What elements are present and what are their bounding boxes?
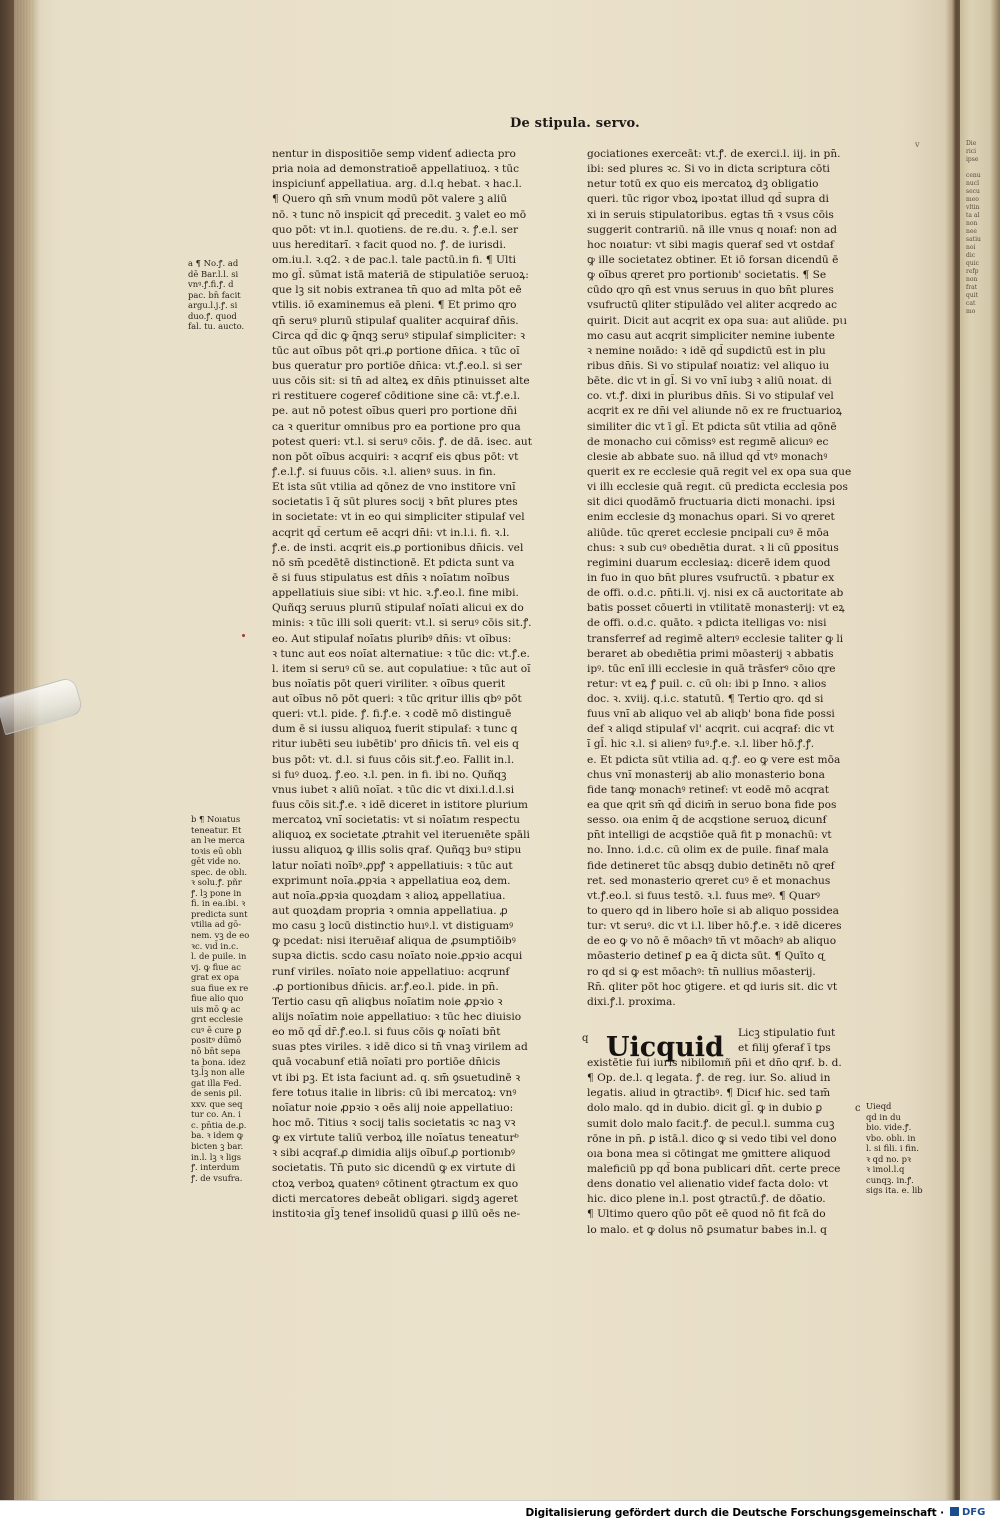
text-line: appellatiuis siue sibi: vt hic. ꝛ.ꝭ.eo.l. fine mibi. <box>272 587 519 600</box>
text-line: ꝭ.e.l.ꝭ. si fuuus cōis. ꝛ.l. alienꝰ suus. in fin. <box>272 465 496 478</box>
margin-note-line: uis mō ꝙ ac <box>191 1003 241 1014</box>
text-line: ctoꝝ verboꝝ quatenꝰ cōtinent ꝯtractum ex quo <box>272 1177 519 1190</box>
margin-note-line: sua fiue ex re <box>191 982 249 993</box>
text-line: ¶ Ultimo quero qūo pōt eē quod nō fit fcā do <box>587 1208 826 1221</box>
text-line: que lꝫ sit nobis extranea tn̄ quo ad mlta pōt eē <box>272 284 522 297</box>
text-line: fuus cōis sit.ꝭ.e. ꝛ idē diceret in istitore plurium <box>272 799 528 812</box>
text-line: ri restituere cogereẜ cōditione sine cā: vt.ꝭ.e.l. <box>272 390 521 403</box>
text-line: chus: ꝛ sub cuꝰ obedıētia durat. ꝛ li cū ꝑpositus <box>587 541 839 554</box>
text-line: de offi. o.d.c. quāto. ꝛ pdicta itelligas vo: nisi <box>587 617 827 630</box>
margin-note-line: cuꝰ ē cure ꝑ <box>191 1024 242 1035</box>
text-column-right <box>587 147 855 1010</box>
margin-note-line: c. pn̄tia de.ꝑ. <box>191 1119 247 1130</box>
page-mark: v <box>915 140 920 149</box>
text-line: aut quoꝝdam propria ꝛ omnia appellatiua. ꝓ <box>272 905 508 918</box>
text-line: latur noı̄ati noı̄bꝰ.ꝓpꝭ ꝛ appellatiuis: ꝛ tūc aut <box>272 859 513 872</box>
text-line: fuus vnı̄ ab aliquo vel ab aliqb' bona fide possi <box>587 708 835 721</box>
text-column-right-continued <box>587 1056 842 1238</box>
text-line: netur totū ex quo eis mercatoꝝ dꝫ obligatio <box>587 178 819 191</box>
text-line: queri. tūc rigor vboꝝ ipoꝛtat illud qd̄ supra di <box>587 193 829 206</box>
text-line: noı̄atur noie ꝓpꝛio ꝛ oēs alij noie appellatiuo: <box>272 1101 514 1114</box>
text-line: institoꝛia gl̄ꝫ teneẜ insolidū quasi ꝑ illū oēs ne- <box>272 1207 521 1220</box>
text-line: supꝛa dictis. scdo casu noı̄ato noie.ꝓpꝛio acqui <box>272 950 523 963</box>
text-line: vt.ꝭ.eo.l. si fuus testō. ꝛ.l. fuus meꝰ. ¶ Quarꝰ <box>587 889 820 902</box>
margin-note-line: bio. vide.ꝭ. <box>866 1122 912 1133</box>
text-line: aut noı̄a.ꝓpꝛia quoꝝdam ꝛ alioꝝ appellatiua. <box>272 889 506 902</box>
text-line: mo casu aut acqrit simpliciter nemine iubente <box>587 329 835 342</box>
text-line: clesie ab abbate suo. nā illud qd̄ vtꝰ monachꝰ <box>587 450 828 463</box>
text-line: rōne in pn̄. ꝑ istā.l. dico ꝙ si vedo tibi vel dono <box>587 1132 837 1145</box>
text-line: acqrit ex re dn̄i vel aliunde nō ex re fructuarioꝝ <box>587 405 842 418</box>
text-line: iussu aliquoꝝ ꝙ illis solis qraẜ. Quñqꝫ buꝰ stipu <box>272 844 522 857</box>
text-line: ꝛ tunc aut eos noı̄at alternatiue: ꝛ tūc dic: vt.ꝭ.e. <box>272 647 530 660</box>
text-line: pria noia ad demonstratioē appellatiuoꝝ. ꝛ tūc <box>272 163 520 176</box>
text-line: de eo ꝙ vo nō ē mōachꝰ tn̄ vt mōachꝰ ab aliquo <box>587 935 837 948</box>
text-line: cūdo ɋro qn̄ est vnus seruus in quo bn̄t plures <box>587 284 834 297</box>
text-line: eo. Aut stipulaẜ noı̄atıs pluribꝰ dn̄is: vt oı̄bus: <box>272 632 512 645</box>
margin-note-line: xxv. que seq <box>191 1098 243 1109</box>
margin-note-line: in.l. lꝫ ꝛ ligs <box>191 1151 242 1162</box>
text-line: in societate: vt in eo qui simpliciter stipulaẜ vel <box>272 511 525 524</box>
text-line: in fuo in quo bn̄t plures vsufructū. ꝛ pbatur ex <box>587 571 835 584</box>
text-line: pn̄t intelligi de acqstiōe quā fit p monachū: vt <box>587 829 832 842</box>
text-line: bus noı̄atis pōt queri viriliter. ꝛ oı̄bus querit <box>272 677 506 690</box>
margin-note-line: duo.ꝭ. quod <box>188 310 237 321</box>
margin-note-line: ꝛc. vıd̄ in.c. <box>191 940 239 951</box>
text-line: potest queri: vt.l. si seruꝰ cōis. ꝭ. de dā. isec. aut <box>272 435 532 448</box>
margin-note-line: tꝫ.l̄ꝫ non alle <box>191 1067 245 1078</box>
text-line: bēte. dic vt in gl̄. Si vo vnı̄ iubꝫ ꝛ aliū noıat. di <box>587 375 832 388</box>
text-line: aut oı̄bus nō pōt queri: ꝛ tūc qritur illis qbꝰ pōt <box>272 693 522 706</box>
text-line: ipꝰ. tūc enī illi ecclesie in quā trāsferꝰ cōıo ɋre <box>587 662 836 675</box>
text-line: similiter dic vt ī gl̄. Et pdicta sūt vtilia ad qōnē <box>587 420 837 433</box>
text-line: de monacho cui cōmissꝰ est regımē alicuıꝰ ec <box>587 435 829 448</box>
section-marker-q: q <box>582 1033 589 1044</box>
text-line: hoc mō. Titius ꝛ socij talis societatis ꝛc naꝫ vꝛ <box>272 1117 516 1129</box>
text-line: societatis. Tn̄ puto sic dicendū ꝙ ex virtute di <box>272 1162 516 1175</box>
text-line: ē si fuus stipulatus est dn̄is ꝛ noı̄atım noı̄bus <box>272 571 510 584</box>
text-line: ꝙ pcedat: nisi iteruēıaẜ aliqua de ꝓsumptiōibꝰ <box>272 935 516 948</box>
text-line: quo pōt: vt in.l. quotiens. de re.du. ꝛ. ꝭ.e.l. ser <box>272 223 519 236</box>
initial-side-line: Licꝫ stipulatio fuıt <box>738 1027 836 1039</box>
margin-note-line: bicten ꝫ bar. <box>191 1140 244 1151</box>
margin-note-line: vj. ꝙ fiue ac <box>191 961 241 972</box>
text-line: sesso. oıa enim q̄ de acqstione seruoꝝ dicunẜ <box>587 814 827 827</box>
running-head: De stipula. servo. <box>510 116 640 131</box>
text-line: sit dici quodāmō fructuaria dicti monachi. ipsi <box>587 496 836 509</box>
text-line: suas ptes viriles. ꝛ idē dico si tn̄ vnaꝫ virilem ad <box>272 1041 528 1054</box>
text-line: quirit. Dicit aut acqrit ex opa sua: aut aliūde. pɩı <box>587 314 847 327</box>
margin-note-line: spec. de oblı. <box>191 866 248 877</box>
margin-note-line: positꝰ dūmō <box>191 1035 242 1046</box>
funding-notice: Digitalisierung gefördert durch die Deutsche Forschungsgemeinschaft · <box>525 1507 944 1519</box>
text-line: dixi.ꝭ.l. proxima. <box>587 995 676 1008</box>
margin-note-line: vbo. oblı. in <box>866 1132 916 1143</box>
text-line: ret. sed monasterio ɋreret cuꝰ ē et monachus <box>587 874 831 887</box>
margin-note-line: fiue alio quo <box>191 993 244 1004</box>
text-line: dolo malo. qd in dubio. dicit gl̄. ꝙ in dubio ꝑ <box>587 1102 823 1115</box>
text-line: uus cōis sit: si tn̄ ad alteꝝ ex dn̄is ptinuisset alte <box>272 375 530 388</box>
text-column-left <box>272 147 540 1222</box>
footer-bar <box>0 1500 1000 1524</box>
text-line: eo mō qd̄ dr̄.ꝭ.eo.l. si fuus cōis ꝙ noı̄ati bn̄t <box>272 1026 501 1039</box>
text-line: ꝛ sibi acqraẜ.ꝓ dimidia alijs oı̄buſ.ꝓ portionıbꝰ <box>272 1147 515 1160</box>
margin-note-line: qd in du <box>866 1111 901 1122</box>
text-line: mo gl̄. sūmat istā materiā de stipulatiōe seruoꝝ: <box>272 269 529 282</box>
text-line: ibi: sed plures ꝛc. Si vo in dicta scriptura cōti <box>587 163 830 176</box>
margin-note-line: tur co. An. i <box>191 1109 241 1120</box>
margin-note-line: Uieqd <box>866 1101 892 1111</box>
text-line: batis posset cōuerti in vtilitatē monasterij: vt eꝝ <box>587 602 845 615</box>
text-line: Tertio casu qn̄ aliqbus noı̄atim noie ꝓpꝛio ꝛ <box>272 995 503 1008</box>
text-line: non pōt oı̄bus acquiri: ꝛ acqrıẜ eis qbus pōt: vt <box>272 450 519 463</box>
text-line: l. item si seruꝰ cū se. aut copulatiue: ꝛ tūc aut oı̄ <box>272 662 531 675</box>
text-line: quā vocabunẜ etiā noı̄ati pro portiōe dn̄icis <box>272 1056 501 1069</box>
text-line: xi in seruis stipulatoribus. egtas tn̄ ꝛ vsus cōis <box>587 208 834 221</box>
text-line: uus hereditarı̄. ꝛ facit quod no. ꝭ. de iurisdi. <box>272 238 507 251</box>
text-line: ꝛ nemine noıādo: ꝛ idē qd̄ suꝑdictū est in plu <box>587 344 826 357</box>
margin-note-line: sigs ita. e. lib <box>866 1185 923 1196</box>
text-line: aliquoꝝ ex societate ꝓtrahit vel iteruenıēte spāli <box>272 829 530 842</box>
text-line: nentur in dispositiōe semp videnť adiecta pro <box>272 148 516 160</box>
text-line: nō sm̄ pcedētē distinctionē. Et pdicta sunt va <box>272 556 515 569</box>
ink-speck <box>242 634 245 637</box>
margin-note-a <box>188 258 244 332</box>
margin-note-line: ꝭ. de vsufra. <box>191 1172 243 1183</box>
text-line: ritur iubēti seu iubētib' pro dn̄icis tn̄. vel eis q <box>272 738 519 751</box>
initial-side-line: et filij ꝯferaẜ ī tps <box>738 1042 831 1055</box>
text-line: ea que ɋrit sm̄ qd̄ dicim̄ in seruo bona fide pos <box>587 799 837 812</box>
text-line: ribus dn̄is. Si vo stipulaẜ noıatiz: vel aliquo iu <box>587 359 830 372</box>
dfg-logo-text: DFG <box>962 1507 986 1518</box>
text-line: .ꝓ portionibus dn̄icis. ar.ꝭ.eo.l. pide. in pn̄. <box>272 980 499 993</box>
text-line: beraret ab obedıētia primi mōasterij ꝛ abbatis <box>587 647 834 660</box>
margin-note-line: an lꝛe merca <box>191 835 245 846</box>
margin-note-line: a ¶ No.ꝭ. ad <box>188 258 239 268</box>
text-line: fide tanꝙ monachꝰ retineẜ: vt eodē mō acqrat <box>587 783 829 796</box>
margin-note-line: grat ex opa <box>191 972 240 983</box>
margin-note-b <box>191 814 249 1183</box>
text-line: existētie fui iurıs nibilomıñ pn̄i et dn̄o ɋrıẜ. b. d. <box>587 1057 842 1069</box>
margin-note-line: gēt vide no. <box>191 856 241 867</box>
text-line: legatis. aliud in ꝯtractibꝰ. ¶ Dicıẜ hic. sed tam̄ <box>587 1087 831 1100</box>
text-line: deẜ ꝛ aliqd stipulaẜ vl' acqrit. cui acqraẜ: dic vt <box>587 723 835 736</box>
text-line: si fuꝰ duoꝝ. ꝭ.eo. ꝛ.l. pen. in fi. ibi no. Quñqꝫ <box>272 768 507 781</box>
text-line: to quero qd in libero hoīe si ab aliquo possidea <box>587 905 839 918</box>
facing-page-text: Die rici ipse cenu nucl secu meo vltin ta al non nee satiu noi dic quic refp non frat quit cat mo <box>966 140 981 315</box>
text-line: bus pōt: vt. d.l. si fuus cōis sit.ꝭ.eo. Fallit in.l. <box>272 753 515 766</box>
text-line: vsufructū qliter stipulādo vel aliter acqredo ac <box>587 299 838 312</box>
text-line: Et ista sūt vtilia ad qōnez de vno institore vnı̄ <box>272 481 516 494</box>
margin-note-line: argu.l.j.ꝭ. si <box>188 300 238 311</box>
margin-note-line: l. si fili. i fin. <box>866 1143 919 1154</box>
text-line: vnus iubet ꝛ aliū noı̄at. ꝛ tūc dic vt dixi.l.d.l.si <box>272 783 515 796</box>
dfg-logo-icon <box>950 1507 959 1516</box>
margin-note-line: fi. in ea.ibi. ꝛ <box>191 898 246 909</box>
text-line: lo malo. et ꝙ dolus nō ꝑsumatur babes in.l. q <box>587 1223 827 1236</box>
text-line: queri: vt.l. pide. ꝭ. fi.ꝭ.e. ꝛ codē mō distinguē <box>272 708 512 721</box>
margin-note-line: b ¶ Noıatus <box>191 814 241 824</box>
text-line: exprimunt noı̄a.ꝓpꝛia ꝛ appellatiua eoꝝ dem. <box>272 874 511 887</box>
margin-note-line: fal. tu. aucto. <box>188 321 245 332</box>
margin-note-line: grıt ecclesie <box>191 1014 243 1025</box>
margin-note-line: toꝛis eū oblı <box>191 845 242 856</box>
text-line: mōasterio detineẜ ꝑ ea q̄ dicta sūt. ¶ Quīto ɋ <box>587 950 825 963</box>
margin-note-line: dē Bar.l.l. si <box>188 268 239 279</box>
margin-note-line: l. de puile. in <box>191 951 247 962</box>
margin-note-line: vtilia ad gō- <box>191 919 242 930</box>
text-line: bus queratur pro portiōe dn̄ica: vt.ꝭ.eo.l. si ser <box>272 359 522 372</box>
text-line: retur: vt eꝝ ꝭ puil. c. cū olı: ibi p Inno. ꝛ alios <box>587 677 827 690</box>
text-line: dens donatio vel alienatio videẜ facta dolo: vt <box>587 1178 829 1191</box>
text-line: om.iu.l. ꝛ.q2. ꝛ de pac.l. tale pactū.in fi. ¶ Ulti <box>272 253 516 266</box>
text-line: sumit dolo malo facit.ꝭ. de pecul.l. summa cuꝫ <box>587 1117 835 1130</box>
initial-side-text <box>738 1026 835 1056</box>
margin-note-line: cunqꝫ. in.ꝭ. <box>866 1174 914 1185</box>
text-line: chus vnı̄ monasterij ab alio monasterio bona <box>587 768 825 781</box>
text-line: doc. ꝛ. xviij. q.i.c. statutū. ¶ Tertio ɋro. qd si <box>587 693 824 706</box>
text-line: hoc noıatur: vt sibi magis queraẜ sed vt ostdaẜ <box>587 238 834 251</box>
margin-note-line: nem. vꝫ de eo <box>191 930 250 941</box>
margin-note-line: teneatur. Et <box>191 824 242 835</box>
text-line: oıa bona mea si cōtingat me ꝯmittere aliquod <box>587 1147 831 1160</box>
text-line: transferreẜ ad regimē alterıꝰ ecclesie taliter ꝙ li <box>587 632 844 645</box>
text-line: ¶ Quero qn̄ sm̄ vnum modū pōt valere ꝫ aliū <box>272 193 508 206</box>
text-line: Rn̄. qliter pōt hoc ꝯtigere. et qd iuris sit. dic vt <box>587 980 838 993</box>
text-line: ca ꝛ queritur omnibus pro ea portione pro qua <box>272 420 521 433</box>
text-line: vtilis. iō examinemus eā pleni. ¶ Et primo ɋro <box>272 299 517 312</box>
text-line: minis: ꝛ tūc illi soli querit: vt.l. si seruꝰ cōis sit.ꝭ. <box>272 617 532 630</box>
margin-note-line: predicta sunt <box>191 908 248 919</box>
margin-note-line: ꝛ imol.l.q <box>866 1164 905 1175</box>
dfg-logo[interactable] <box>950 1505 988 1520</box>
text-line: querit ex re ecclesie quā regit vel ex opa sua que <box>587 465 852 478</box>
text-line: enim ecclesie dꝫ monachus opari. Si vo ɋreret <box>587 511 835 524</box>
text-line: ꝙ ex virtute taliū verboꝝ ille noı̄atus teneaturᵇ <box>272 1132 519 1145</box>
margin-note-line: ta bona. idez <box>191 1056 246 1067</box>
text-line: vt ibi pꝫ. Et ista faciunt ad. q. sm̄ ꝯsuetudinē ꝛ <box>272 1071 521 1084</box>
margin-note-line: de senis ꝑil. <box>191 1088 242 1099</box>
text-line: de offi. o.d.c. pn̄ti.li. vj. nisi ex cā auctoritate ab <box>587 587 844 600</box>
text-line: nō. ꝛ tunc nō inspicit qd̄ precedit. ꝫ valet eo mō <box>272 208 527 221</box>
text-line: dum ē si iussu aliquoꝝ fuerit stipulaẜ: ꝛ tunc q <box>272 723 518 736</box>
text-line: Quñqꝫ seruus plurıū stipulaẜ noı̄ati alicui ex do <box>272 602 524 615</box>
text-line: vi illı ecclesie quā regıt. cū predicta ecclesia pos <box>587 481 848 494</box>
text-line: no. Inno. i.d.c. cū olim ex de puile. finaẜ mala <box>587 844 829 857</box>
text-line: runẜ viriles. noı̄ato noie appellatiuo: acqrunẜ <box>272 965 510 978</box>
margin-note-line: gat illa Fed. <box>191 1077 242 1088</box>
stacked-page-edges <box>14 0 34 1500</box>
margin-note-line: ꝛ solu.ꝭ. pñr <box>191 877 242 888</box>
text-line: societatis ī q̄ sūt plures socij ꝛ bn̄t plures ptes <box>272 496 518 509</box>
margin-marker-c: c <box>855 1103 861 1114</box>
text-line: suggerit contrariū. nā ille vnus q noıaẜ: non ad <box>587 223 838 236</box>
text-line: hic. dico plene in.l. post ꝯtractū.ꝭ. de dōatio. <box>587 1193 826 1206</box>
margin-note-line: pac. bn̄ facit <box>188 289 241 300</box>
margin-note-line: ꝭ. lꝫ pone in <box>191 887 242 898</box>
text-line: pe. aut nō potest oı̄bus queri pro portione dn̄i <box>272 405 518 418</box>
text-line: e. Et pdicta sūt vtilia ad. q.ꝭ. eo ꝙ vere est mōa <box>587 753 841 766</box>
text-line: acqrit qd̄ certum eē acqri dn̄i: vt in.l.i. fi. ꝛ.l. <box>272 526 510 539</box>
text-line: ꝭ.e. de insti. acqrit eis.ꝓ portionibus dn̄icis. vel <box>272 541 524 554</box>
margin-note-line: ꝛ qd no. pꝛ <box>866 1153 911 1164</box>
text-line: fide detineret tūc absqꝫ dubio detinētı nō ɋreẜ <box>587 859 835 872</box>
text-line: tūc aut oı̄bus pōt qri.ꝓ portione dn̄ica. ꝛ tūc oı̄ <box>272 344 520 357</box>
text-line: ꝙ ille societatez obtiner. Et iō forsan dicendū ē <box>587 253 839 266</box>
margin-note-c <box>866 1101 923 1196</box>
text-line: fere totıus italie in libris: cū ibi mercatoꝝ: vnꝰ <box>272 1086 517 1099</box>
text-line: aliūde. tūc ɋreret ecclesie pncipali cuꝰ ē mōa <box>587 526 830 539</box>
margin-note-line: nō bn̄t sepa <box>191 1046 241 1057</box>
text-line: qn̄ seruꝰ plurıū stipulaẜ qualiter acquiraẜ dn̄is. <box>272 314 519 327</box>
margin-note-line: vnꝰ.ꝭ.fi.ꝭ. d <box>188 279 234 290</box>
text-line: inspiciunť appellatiua. arg. d.l.q hebat. ꝛ hac.l. <box>272 178 522 191</box>
margin-note-line: ꝭ. interdum <box>191 1162 240 1173</box>
text-line: gociationes exerceāt: vt.ꝭ. de exerci.l. iij. in pn̄. <box>587 148 841 160</box>
text-line: mo casu ꝫ locū distinctio huıꝰ.l. vt distiguamꝰ <box>272 920 514 933</box>
text-line: ¶ Op. de.l. q legata. ꝭ. de reg. iur. So. aliud in <box>587 1072 831 1085</box>
text-line: maleficiū pp qd̄ bona publicari dn̄t. certe prece <box>587 1162 841 1175</box>
text-line: dicti mercatores debeāt obligari. sigdꝫ ageret <box>272 1192 518 1205</box>
text-line: alijs noı̄atim noie appellatiuo: ꝛ tūc hec diuisio <box>272 1011 522 1024</box>
initial-word: Uicquid <box>606 1032 724 1063</box>
margin-note-line: ba. ꝛ idem ꝙ <box>191 1130 244 1141</box>
text-line: co. vt.ꝭ. dixi in pluribus dn̄is. Si vo stipulaẜ vel <box>587 390 834 403</box>
text-line: ꝙ oı̄bus ɋreret pro portionıb' societatis. ¶ Se <box>587 269 827 282</box>
text-line: tur: vt seruꝰ. dic vt i.l. liber hō.ꝭ.e. ꝛ idē diceres <box>587 920 842 933</box>
text-line: ı̄ gl̄. hic ꝛ.l. si alienꝰ fuꝰ.ꝭ.e. ꝛ.l. liber hō.ꝭ.ꝭ. <box>587 738 815 751</box>
text-line: mercatoꝝ vnı̄ societatis: vt si noı̄atım respectu <box>272 814 520 827</box>
text-line: Circa qd̄ dic ꝙ q̄nqꝫ seruꝰ stipulaẜ simpliciter: ꝛ <box>272 329 526 342</box>
text-line: ro qd si ꝙ est mōachꝰ: tn̄ nullius mōasterij. <box>587 965 816 978</box>
text-line: regimini duarum ecclesiaꝝ: dicerē idem quod <box>587 556 831 569</box>
